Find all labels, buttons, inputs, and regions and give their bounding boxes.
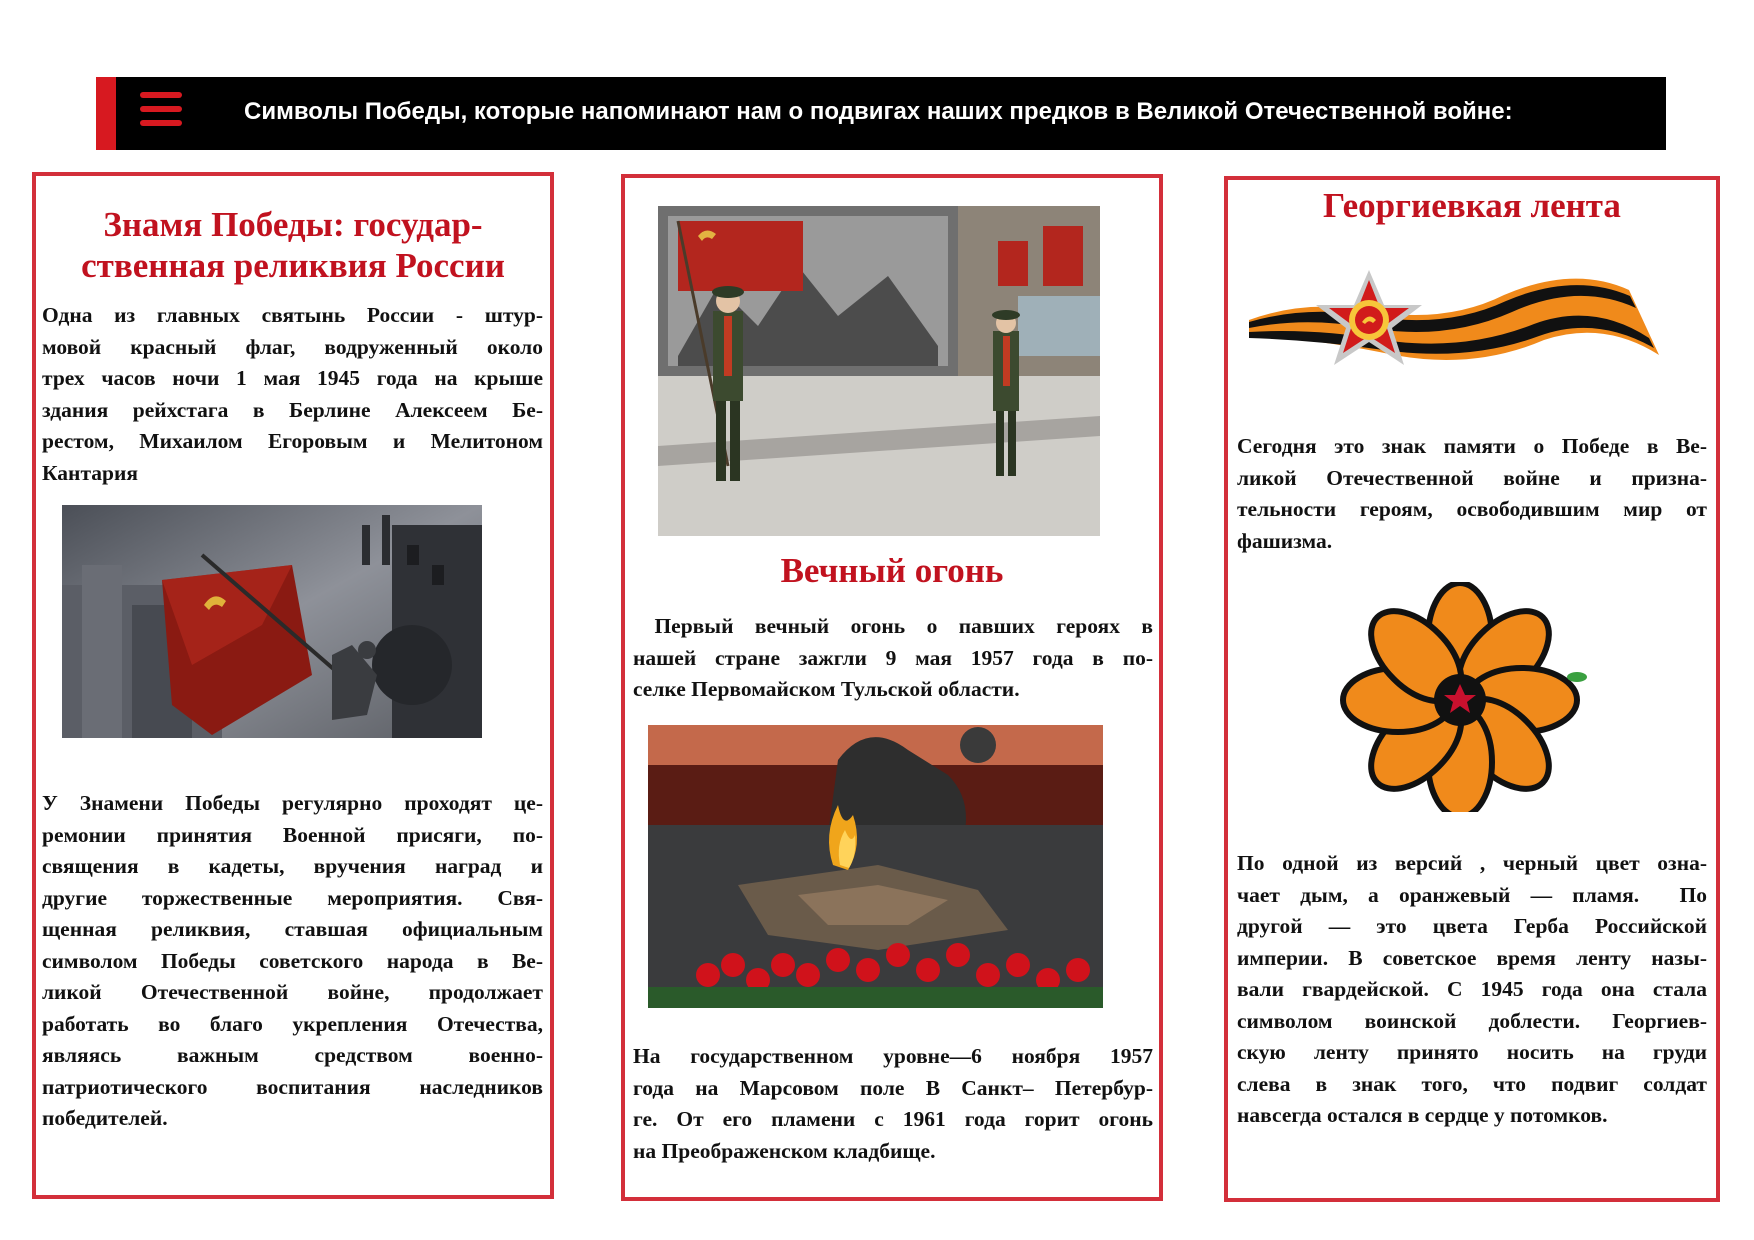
text-line: работать во благо укрепления Отечества, xyxy=(42,1011,543,1036)
text-line: священия в кадеты, вручения наград и xyxy=(42,854,543,878)
text-line: слева в знак того, что подвиг солдат xyxy=(1237,1071,1707,1096)
text-line: тельности героям, освободившим мир от xyxy=(1237,497,1707,521)
text-line: рестом, Михаилом Егоровым и Мелитоном xyxy=(42,429,543,453)
text-line: патриотического воспитания наследников xyxy=(42,1074,543,1099)
text-line: Сегодня это знак памяти о Победе в Ве- xyxy=(1237,434,1707,458)
text-line: символом Победы советского народа в Ве- xyxy=(42,948,543,973)
text-line: щенная реликвия, ставшая официальным xyxy=(42,917,543,941)
st-george-ribbon-paragraph-1 xyxy=(1237,431,1707,557)
text-line: символом воинской доблести. Георгиев- xyxy=(1237,1008,1707,1033)
text-line: ремонии принятия Военной присяги, по- xyxy=(42,822,543,847)
text-line: победителей. xyxy=(42,1106,168,1130)
honor-guard-image xyxy=(658,206,1100,536)
victory-banner-paragraph-1 xyxy=(42,300,543,489)
eternal-flame-paragraph-1 xyxy=(633,611,1153,706)
text-line: являясь важным средством военно- xyxy=(42,1043,543,1067)
eternal-flame-title: Вечный огонь xyxy=(780,551,1004,590)
text-line: нашей стране зажгли 9 мая 1957 года в по- xyxy=(633,645,1153,670)
text-line: ликой Отечественной войне, продолжает xyxy=(42,980,543,1004)
text-line: вали гвардейской. С 1945 года она стала xyxy=(1237,977,1707,1001)
st-george-ribbon-title: Георгиевкая лента xyxy=(1323,186,1621,225)
text-line: селке Первомайском Тульской области. xyxy=(633,677,1020,701)
ribbon-order-star-image xyxy=(1244,260,1664,390)
text-line: на Преображенском кладбище. xyxy=(633,1138,936,1163)
text-line: другие торжественные мероприятия. Свя- xyxy=(42,885,543,910)
text-line: На государственном уровне—6 ноября 1957 xyxy=(633,1044,1153,1068)
text-line: навсегда остался в сердце у потомков. xyxy=(1237,1103,1608,1127)
text-line: Одна из главных святынь России - штур- xyxy=(42,303,543,327)
tomb-unknown-soldier-image xyxy=(648,725,1103,1008)
text-line: империи. В советское время ленту назы- xyxy=(1237,945,1707,970)
victory-banner-paragraph-2 xyxy=(42,788,543,1135)
text-line: чает дым, а оранжевый — пламя. По xyxy=(1237,882,1707,907)
header-accent-bar xyxy=(96,77,116,150)
text-line: другой — это цвета Герба Российской xyxy=(1237,914,1707,938)
header-title: Символы Победы, которые напоминают нам о подвигах наших предков в Великой Отечественной войне: xyxy=(244,98,1513,125)
reichstag-flag-image xyxy=(62,505,482,738)
text-line: У Знамени Победы регулярно проходят це- xyxy=(42,791,543,815)
hamburger-menu-icon[interactable] xyxy=(140,92,182,128)
text-line: мовой красный флаг, водруженный около xyxy=(42,334,543,359)
text-line: ге. От его пламени с 1961 года горит огонь xyxy=(633,1107,1153,1131)
title-line: ственная реликвия России xyxy=(81,246,505,285)
st-george-ribbon-paragraph-2 xyxy=(1237,848,1707,1132)
title-line: Знамя Победы: государ- xyxy=(103,205,483,244)
text-line: Кантария xyxy=(42,460,138,485)
text-line: Первый вечный огонь о павших героях в xyxy=(633,614,1153,638)
text-line: трех часов ночи 1 мая 1945 года на крыше xyxy=(42,366,543,390)
text-line: По одной из версий , черный цвет озна- xyxy=(1237,851,1707,875)
text-line: здания рейхстага в Берлине Алексеем Бе- xyxy=(42,397,543,422)
text-line: года на Марсовом поле В Санкт– Петербур- xyxy=(633,1075,1153,1100)
ribbon-flower-image xyxy=(1315,582,1610,812)
eternal-flame-paragraph-2 xyxy=(633,1041,1153,1167)
text-line: фашизма. xyxy=(1237,528,1333,553)
text-line: ликой Отечественной войне и призна- xyxy=(1237,465,1707,490)
text-line: скую ленту принято носить на груди xyxy=(1237,1040,1707,1064)
panel-victory-banner-title xyxy=(40,204,546,286)
